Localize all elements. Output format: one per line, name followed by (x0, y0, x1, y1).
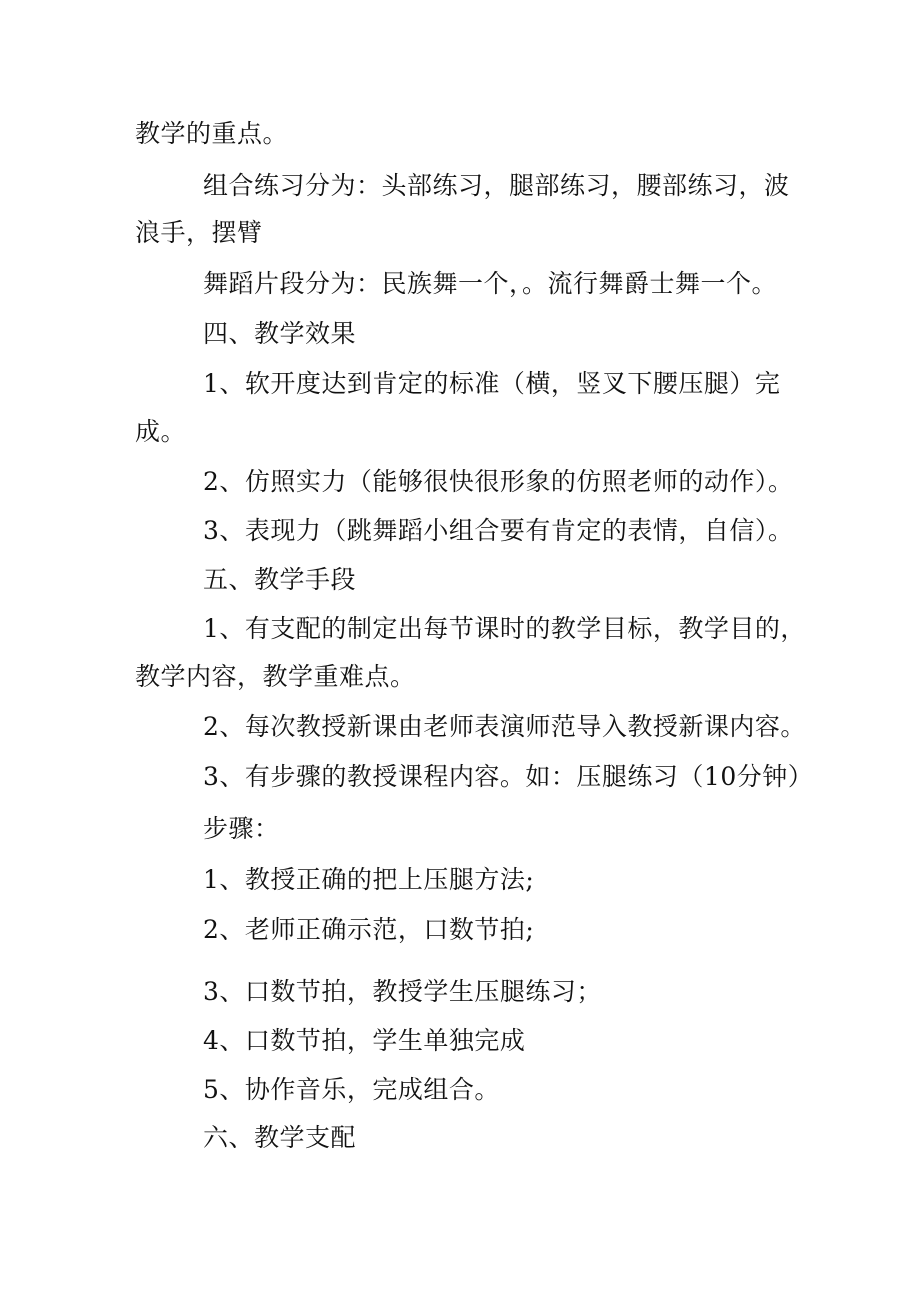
text-line: 步骤： (203, 814, 280, 843)
list-item: 4、口数节拍，学生单独完成 (203, 1026, 526, 1055)
section-heading: 四、教学效果 (203, 319, 357, 348)
list-item: 3、口数节拍，教授学生压腿练习； (203, 977, 602, 1006)
text-line: 2、仿照实力（能够很快很形象的仿照老师的动作）。 (203, 467, 794, 496)
text-line: 舞蹈片段分为：民族舞一个，。流行舞爵士舞一个。 (203, 269, 778, 298)
list-item: 5、协作音乐，完成组合。 (203, 1075, 500, 1104)
text-line: 教学内容，教学重难点。 (135, 662, 416, 691)
text-line: 2、每次教授新课由老师表演师范导入教授新课内容。 (203, 712, 806, 741)
list-item: 2、老师正确示范，口数节拍; (203, 915, 535, 944)
text-line: 1、有支配的制定出每节课时的教学目标，教学目的， (203, 614, 806, 643)
text-line: 1、软开度达到肯定的标准（横，竖叉下腰压腿）完 (203, 369, 781, 398)
list-item: 1、教授正确的把上压腿方法; (203, 865, 535, 894)
text-line: 成。 (135, 417, 187, 446)
text-line: 教学的重点。 (135, 119, 289, 148)
text-line: 3、有步骤的教授课程内容。如：压腿练习（10分钟） (203, 762, 814, 791)
text-line: 浪手，摆臂 (135, 218, 263, 247)
section-heading: 六、教学支配 (203, 1123, 357, 1152)
text-line: 3、表现力（跳舞蹈小组合要有肯定的表情，自信）。 (203, 516, 794, 545)
text-line: 组合练习分为：头部练习，腿部练习，腰部练习，波 (203, 171, 790, 200)
section-heading: 五、教学手段 (203, 565, 357, 594)
